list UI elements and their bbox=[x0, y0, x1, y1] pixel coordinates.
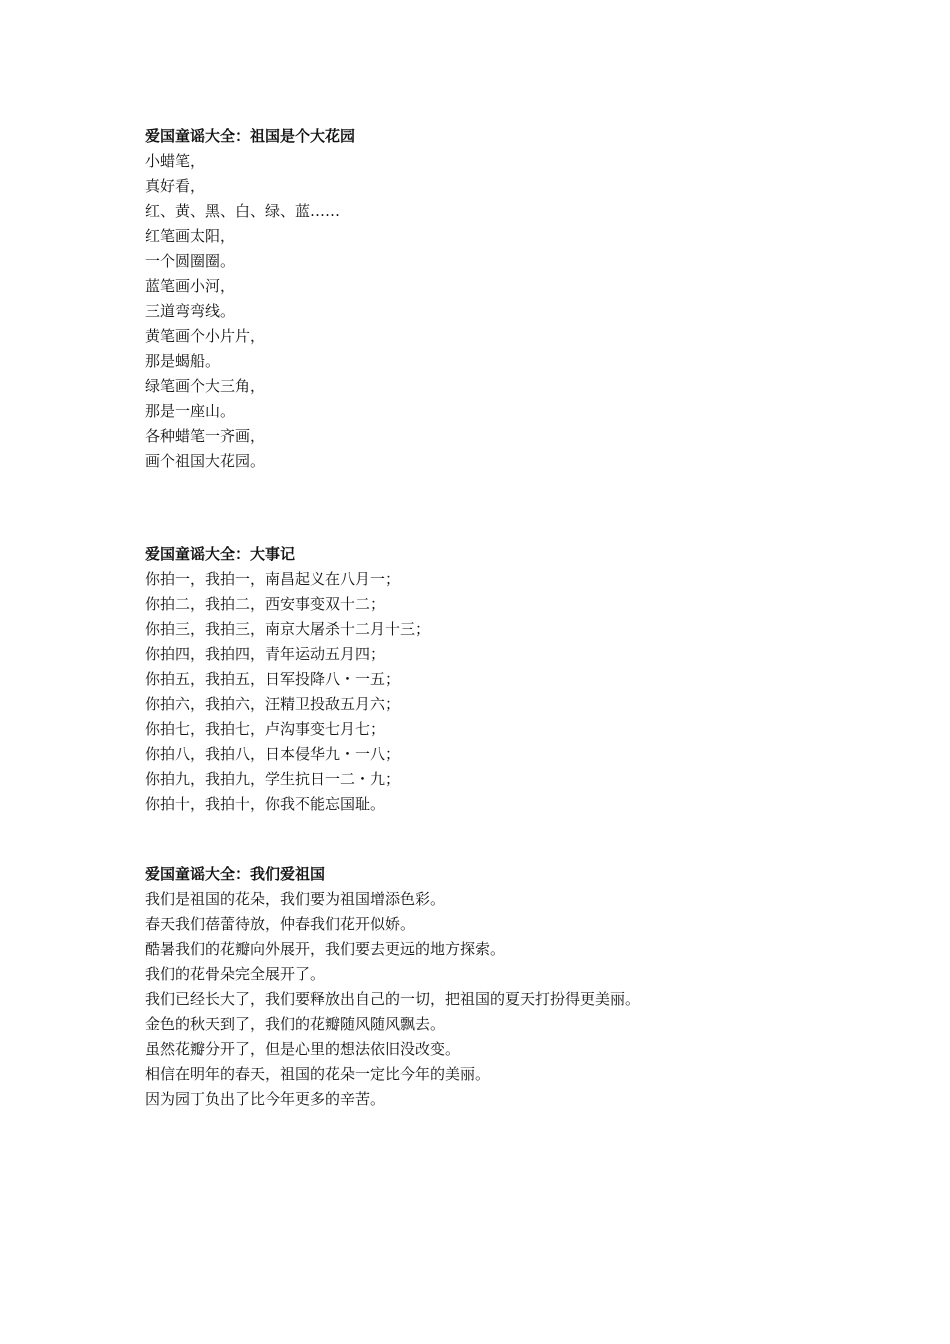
poem-line: 红笔画太阳， bbox=[145, 227, 236, 245]
section-garden bbox=[145, 124, 845, 474]
poem-line: 各种蜡笔一齐画， bbox=[145, 427, 266, 445]
poem-line: 因为园丁负出了比今年更多的辛苦。 bbox=[145, 1090, 386, 1108]
section-title: 爱国童谣大全：大事记 bbox=[145, 545, 296, 563]
poem-line: 三道弯弯线。 bbox=[145, 302, 236, 320]
poem-line: 虽然花瓣分开了，但是心里的想法依旧没改变。 bbox=[145, 1040, 461, 1058]
poem-line: 那是蝎船。 bbox=[145, 352, 221, 370]
section-title: 爱国童谣大全：我们爱祖国 bbox=[145, 865, 326, 883]
poem-line: 酷暑我们的花瓣向外展开，我们要去更远的地方探索。 bbox=[145, 940, 506, 958]
poem-line: 你拍五，我拍五，日军投降八・一五； bbox=[145, 670, 401, 688]
section-events bbox=[145, 542, 845, 817]
poem-line: 小蜡笔， bbox=[145, 152, 206, 170]
poem-line: 你拍四，我拍四，青年运动五月四； bbox=[145, 645, 386, 663]
poem-line: 相信在明年的春天，祖国的花朵一定比今年的美丽。 bbox=[145, 1065, 491, 1083]
poem-line: 你拍九，我拍九，学生抗日一二・九； bbox=[145, 770, 401, 788]
poem-line: 那是一座山。 bbox=[145, 402, 236, 420]
poem-line: 你拍三，我拍三，南京大屠杀十二月十三； bbox=[145, 620, 431, 638]
section-title: 爱国童谣大全：祖国是个大花园 bbox=[145, 127, 356, 145]
poem-line: 真好看， bbox=[145, 177, 206, 195]
poem-lines bbox=[145, 149, 845, 474]
poem-line: 你拍六，我拍六，汪精卫投敌五月六； bbox=[145, 695, 401, 713]
poem-line: 你拍七，我拍七，卢沟事变七月七； bbox=[145, 720, 386, 738]
poem-line: 一个圆圈圈。 bbox=[145, 252, 236, 270]
poem-line: 我们的花骨朵完全展开了。 bbox=[145, 965, 326, 983]
poem-line: 黄笔画个小片片， bbox=[145, 327, 266, 345]
poem-line: 绿笔画个大三角， bbox=[145, 377, 266, 395]
poem-line: 画个祖国大花园。 bbox=[145, 452, 266, 470]
poem-line: 我们已经长大了，我们要释放出自己的一切，把祖国的夏天打扮得更美丽。 bbox=[145, 990, 641, 1008]
poem-line: 春天我们蓓蕾待放，仲春我们花开似娇。 bbox=[145, 915, 416, 933]
poem-line: 你拍十，我拍十，你我不能忘国耻。 bbox=[145, 795, 386, 813]
poem-lines bbox=[145, 887, 845, 1112]
poem-lines bbox=[145, 567, 845, 817]
poem-line: 你拍八，我拍八，日本侵华九・一八； bbox=[145, 745, 401, 763]
poem-line: 你拍一，我拍一，南昌起义在八月一； bbox=[145, 570, 401, 588]
poem-line: 红、黄、黑、白、绿、蓝…… bbox=[145, 202, 341, 220]
section-love-motherland bbox=[145, 862, 845, 1112]
poem-line: 你拍二，我拍二，西安事变双十二； bbox=[145, 595, 386, 613]
poem-line: 金色的秋天到了，我们的花瓣随风随风飘去。 bbox=[145, 1015, 446, 1033]
poem-line: 我们是祖国的花朵，我们要为祖国增添色彩。 bbox=[145, 890, 446, 908]
poem-line: 蓝笔画小河， bbox=[145, 277, 236, 295]
